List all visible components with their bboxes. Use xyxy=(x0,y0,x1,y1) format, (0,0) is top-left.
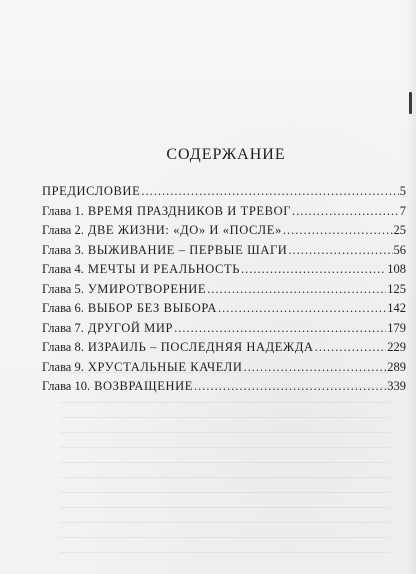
toc-entry-name: УМИРОТВОРЕНИЕ xyxy=(87,281,207,296)
toc-entry xyxy=(42,221,406,241)
toc-entry-page: 339 xyxy=(387,379,406,393)
toc-entry-page: 125 xyxy=(387,281,406,296)
toc-entry-name: МЕЧТЫ И РЕАЛЬНОСТЬ xyxy=(87,262,240,276)
toc-entry-name: ВЫЖИВАНИЕ – ПЕРВЫЕ ШАГИ xyxy=(87,242,288,257)
toc-entry-chapter: Глава 8. xyxy=(42,340,84,354)
toc-entry-chapter: Глава 5. xyxy=(42,281,84,296)
toc-entry-label xyxy=(42,182,140,202)
toc-leader-dots xyxy=(174,319,386,339)
toc-leader-dots xyxy=(283,221,393,241)
toc-entry-name: ДВЕ ЖИЗНИ: «ДО» И «ПОСЛЕ» xyxy=(87,223,282,237)
toc-entry-chapter: Глава 9. xyxy=(42,359,84,374)
toc-leader-dots xyxy=(207,280,386,300)
toc-entry-chapter: Глава 7. xyxy=(42,320,84,335)
toc-entry-label xyxy=(42,338,314,358)
toc-leader-dots xyxy=(141,182,398,202)
toc-entry xyxy=(42,377,406,397)
toc-entry-chapter: Глава 6. xyxy=(42,301,84,315)
toc-entry-name: ВРЕМЯ ПРАЗДНИКОВ И ТРЕВОГ xyxy=(87,203,292,218)
toc-leader-dots xyxy=(243,358,386,378)
toc-entry xyxy=(42,241,406,261)
toc-entry-chapter: Глава 10. xyxy=(42,379,91,393)
toc-entry-label xyxy=(42,202,291,222)
toc-entry xyxy=(42,299,406,319)
toc-entry-chapter: Глава 1. xyxy=(42,203,84,218)
toc-entry-page: 7 xyxy=(399,203,406,218)
toc-entry-page: 229 xyxy=(387,340,406,354)
toc-entry-label xyxy=(42,280,206,300)
toc-entry-label xyxy=(42,241,287,261)
toc-entry xyxy=(42,338,406,358)
toc-entry-name: ПРЕДИСЛОВИЕ xyxy=(42,184,141,198)
page-edge-mark xyxy=(409,92,412,114)
toc-leader-dots xyxy=(292,202,399,222)
toc-entry-page: 5 xyxy=(399,184,406,198)
toc-entry-name: ВЫБОР БЕЗ ВЫБОРА xyxy=(87,301,217,315)
toc-entry-page: 289 xyxy=(387,359,406,374)
toc-entry-chapter: Глава 4. xyxy=(42,262,84,276)
toc-entry-page: 56 xyxy=(393,242,406,257)
toc-entry xyxy=(42,182,406,202)
toc-leader-dots xyxy=(241,260,386,280)
toc-entry-page: 179 xyxy=(387,320,406,335)
toc-entry xyxy=(42,280,406,300)
toc-entry-label xyxy=(42,377,193,397)
toc-entry-label xyxy=(42,358,242,378)
toc-entry xyxy=(42,202,406,222)
toc-entry xyxy=(42,358,406,378)
toc-entry-name: ВОЗВРАЩЕНИЕ xyxy=(94,379,193,393)
toc-entry-label xyxy=(42,260,240,280)
toc-list xyxy=(42,182,406,397)
toc-entry-label xyxy=(42,221,282,241)
page-edge-shadow xyxy=(406,0,416,574)
toc-entry-name: ДРУГОЙ МИР xyxy=(87,320,174,335)
toc-entry-page: 142 xyxy=(387,301,406,315)
toc-leader-dots xyxy=(315,338,387,358)
toc-entry-page: 25 xyxy=(393,223,406,237)
toc-entry-chapter: Глава 3. xyxy=(42,242,84,257)
toc-entry-page: 108 xyxy=(387,262,406,276)
toc-leader-dots xyxy=(218,299,386,319)
toc-entry-name: ХРУСТАЛЬНЫЕ КАЧЕЛИ xyxy=(87,359,243,374)
table-of-contents xyxy=(42,146,406,397)
toc-entry-label xyxy=(42,319,173,339)
toc-entry-name: ИЗРАИЛЬ – ПОСЛЕДНЯЯ НАДЕЖДА xyxy=(87,340,314,354)
toc-entry-chapter: Глава 2. xyxy=(42,223,84,237)
toc-leader-dots xyxy=(194,377,386,397)
print-bleed-through xyxy=(60,372,390,562)
toc-leader-dots xyxy=(288,241,392,261)
toc-entry xyxy=(42,260,406,280)
toc-entry xyxy=(42,319,406,339)
toc-title: СОДЕРЖАНИЕ xyxy=(166,146,286,163)
toc-entry-label xyxy=(42,299,217,319)
